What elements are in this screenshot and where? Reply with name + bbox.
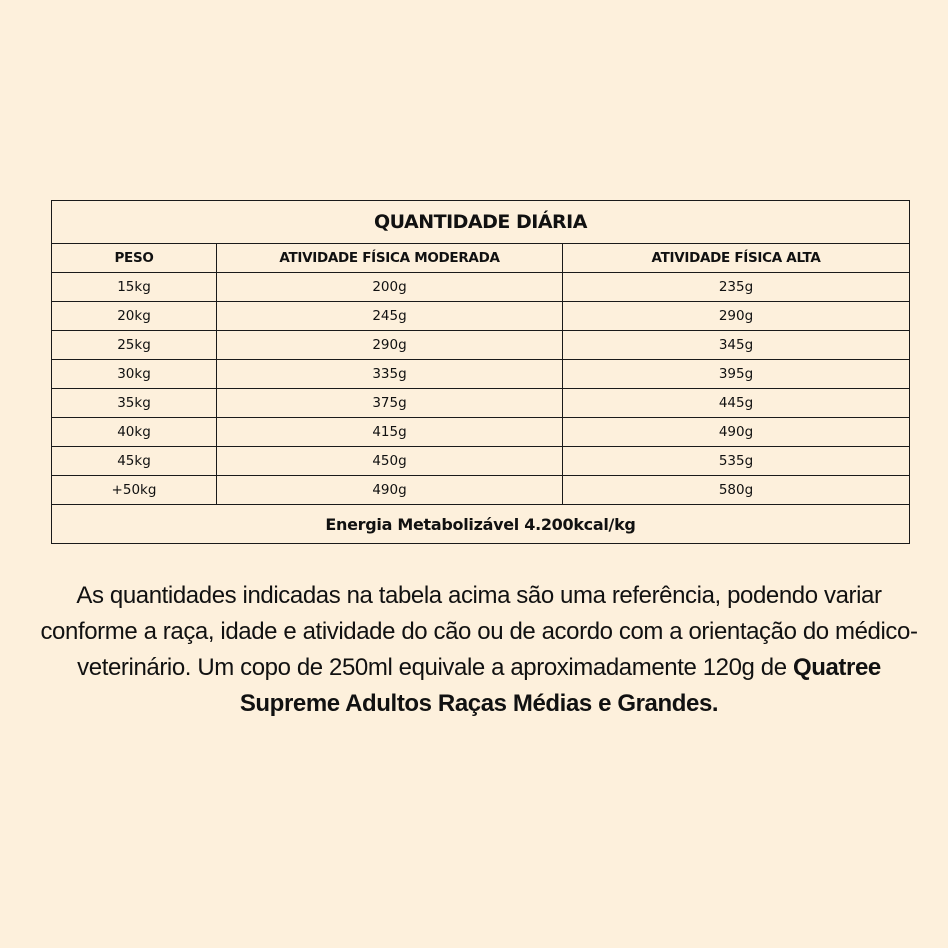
- moderate-amount-cell: 245g: [217, 302, 563, 331]
- moderate-amount-cell: 335g: [217, 360, 563, 389]
- moderate-amount-cell: 450g: [217, 447, 563, 476]
- moderate-amount-cell: 490g: [217, 476, 563, 505]
- high-amount-cell: 580g: [563, 476, 910, 505]
- weight-cell: 20kg: [52, 302, 217, 331]
- product-name: Quatree Supreme Adultos Raças Médias e Grandes.: [239, 654, 881, 717]
- table-row: [52, 389, 910, 418]
- weight-cell: +50kg: [52, 476, 217, 505]
- high-amount-cell: 445g: [563, 389, 910, 418]
- energy-footer: Energia Metabolizável 4.200kcal/kg: [52, 505, 910, 544]
- high-amount-cell: 235g: [563, 273, 910, 302]
- moderate-amount-cell: 415g: [217, 418, 563, 447]
- table-header-row: [52, 244, 910, 273]
- high-amount-cell: 535g: [563, 447, 910, 476]
- daily-quantity-table: [51, 200, 910, 544]
- weight-cell: 25kg: [52, 331, 217, 360]
- weight-cell: 15kg: [52, 273, 217, 302]
- table-row: [52, 302, 910, 331]
- table-row: [52, 476, 910, 505]
- column-header-atividade-moderada: ATIVIDADE FÍSICA MODERADA: [217, 244, 563, 273]
- weight-cell: 40kg: [52, 418, 217, 447]
- column-header-peso: PESO: [52, 244, 217, 273]
- moderate-amount-cell: 375g: [217, 389, 563, 418]
- high-amount-cell: 395g: [563, 360, 910, 389]
- table-row: [52, 273, 910, 302]
- table-row: [52, 418, 910, 447]
- weight-cell: 30kg: [52, 360, 217, 389]
- feeding-note: [40, 578, 918, 722]
- table-row: [52, 331, 910, 360]
- high-amount-cell: 490g: [563, 418, 910, 447]
- table-title: QUANTIDADE DIÁRIA: [52, 201, 910, 244]
- weight-cell: 45kg: [52, 447, 217, 476]
- column-header-atividade-alta: ATIVIDADE FÍSICA ALTA: [563, 244, 910, 273]
- high-amount-cell: 345g: [563, 331, 910, 360]
- moderate-amount-cell: 290g: [217, 331, 563, 360]
- moderate-amount-cell: 200g: [217, 273, 563, 302]
- table-row: [52, 360, 910, 389]
- table-row: [52, 447, 910, 476]
- weight-cell: 35kg: [52, 389, 217, 418]
- high-amount-cell: 290g: [563, 302, 910, 331]
- feeding-note-text: As quantidades indicadas na tabela acima são uma referência, podendo variar conforme a raça, idade e atividade do cão ou de acordo com a orientação do médico-veterinário. Um copo de 250ml equivale a aproximadamente 120g de: [40, 582, 918, 681]
